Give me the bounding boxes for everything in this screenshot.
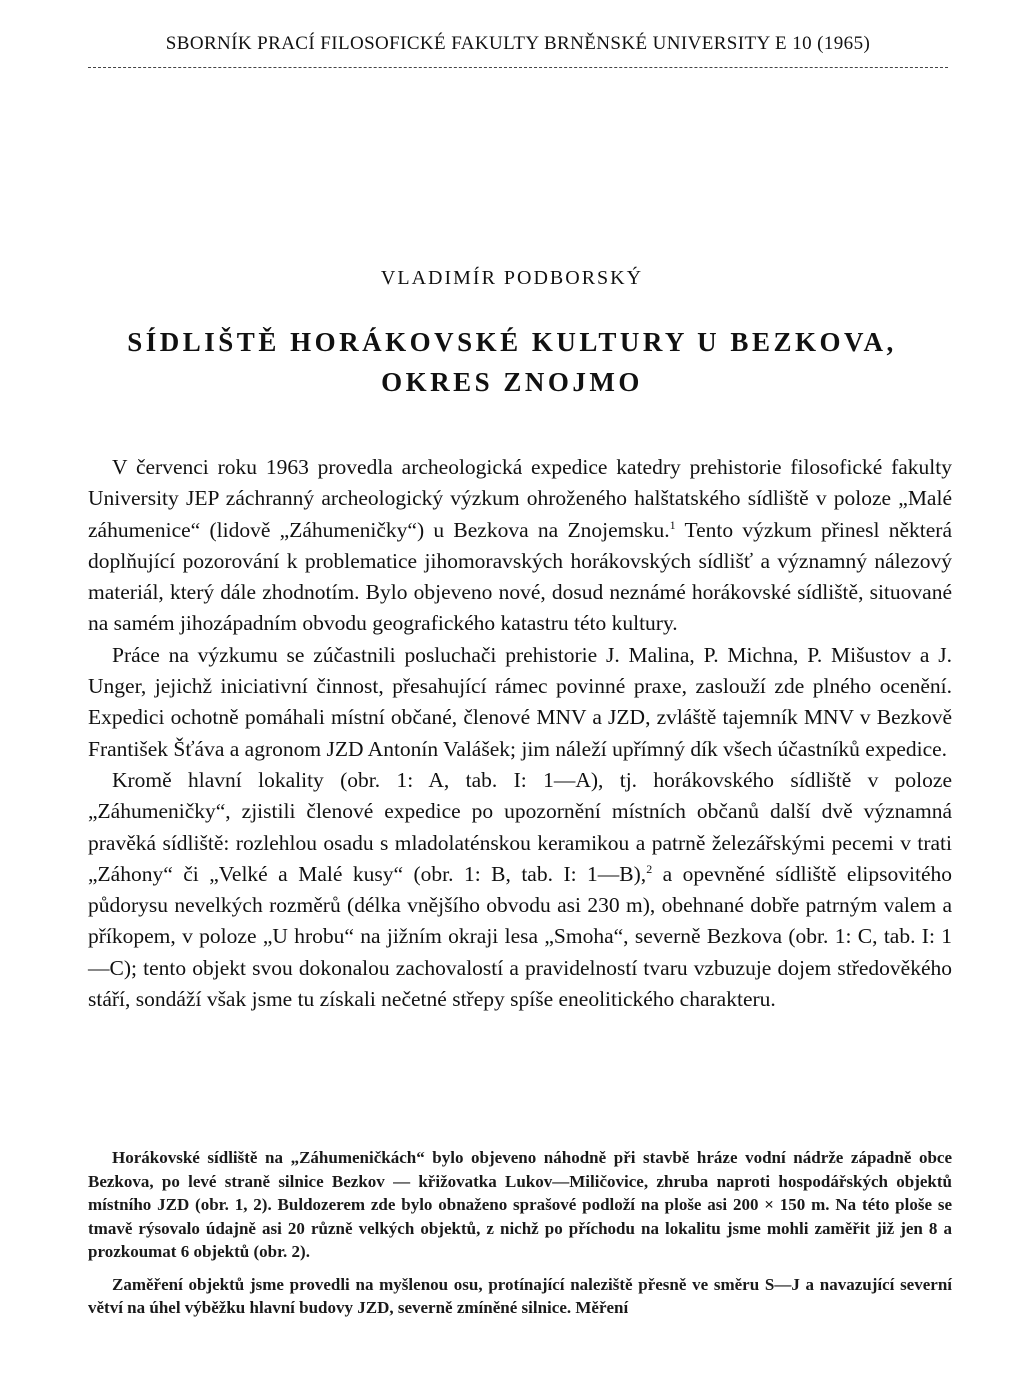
body-paragraph-2: Práce na výzkumu se zúčastnili posluchači prehistorie J. Malina, P. Michna, P. Mišustov a J. Unger, jejichž iniciativní činnost, přesahující rámec povinné praxe, zaslouží zde plného ocenění. Expedici ochotně pomáhali místní občané, členové MNV a JZD, zvláště tajemník MNV v Bezkově František Šťáva a agronom JZD Antonín Valášek; jim náleží upřímný dík všech účastníků expedice. xyxy=(88,642,952,761)
body-paragraph-3 xyxy=(88,765,952,1015)
title-line-1: SÍDLIŠTĚ HORÁKOVSKÉ KULTURY U BEZKOVA, xyxy=(127,327,897,357)
body-paragraph-1-part-b: Tento výzkum přinesl některá doplňující pozorování k problematice jihomoravských horákovských sídlišť a významný nálezový materiál, který dále zhodnotím. Bylo objeveno nové, dosud neznámé horákovské sídliště, situované na samém jihozápadním obvodu geografického katastru této kultury. xyxy=(88,517,952,636)
body-text xyxy=(88,452,952,1015)
small-paragraph-2: Zaměření objektů jsme provedli na myšlenou osu, protínající naleziště přesně ve směru S—J a navazující severní větví na úhel výběžku hlavní budovy JZD, severně zmíněné silnice. Měření xyxy=(88,1274,952,1317)
running-head: SBORNÍK PRACÍ FILOSOFICKÉ FAKULTY BRNĚNSKÉ UNIVERSITY E 10 (1965) xyxy=(165,33,871,54)
article-title xyxy=(0,322,1024,402)
small-print-text xyxy=(88,1146,952,1320)
author-name: VLADIMÍR PODBORSKÝ xyxy=(380,267,644,289)
small-paragraph-1: Horákovské sídliště na „Záhumeničkách“ bylo objeveno náhodně při stavbě hráze vodní nádrže západně obce Bezkova, po levé straně silnice Bezkov — křižovatka Lukov—Miličovice, zhruba naproti hospodářských objektů místního JZD (obr. 1, 2). Buldozerem zde bylo obnaženo sprašové podloží na ploše asi 200 × 150 m. Na této ploše se tmavě rýsovalo údajně asi 20 různě velkých objektů, z nichž po příchodu na lokalitu jsme mohli zaměřit již jen 8 a prozkoumat 6 objektů (obr. 2). xyxy=(88,1148,952,1261)
footnote-ref-1[interactable]: 1 xyxy=(669,517,676,532)
body-paragraph-1 xyxy=(88,452,952,640)
body-paragraph-3-part-a: Kromě hlavní lokality (obr. 1: A, tab. I: 1—A), tj. horákovského sídliště v poloze „Záhumeničky“, zjistili členové expedice po upozornění místních občanů další dvě významná pravěká sídliště: rozlehlou osadu s mladolaténskou keramikou a patrně železářskými pecemi v trati „Záhony“ či „Velké a Malé kusy“ (obr. 1: B, tab. I: 1—B), xyxy=(88,767,952,886)
header-rule xyxy=(88,67,948,68)
title-line-2: OKRES ZNOJMO xyxy=(381,367,643,397)
footnote-ref-2[interactable]: 2 xyxy=(646,861,653,876)
body-paragraph-3-part-b: a opevněné sídliště elipsovitého půdorysu nevelkých rozměrů (délka vnějšího obvodu asi 230 m), obehnané dobře patrným valem a příkopem, v poloze „U hrobu“ na jižním okraji lesa „Smoha“, severně Bezkova (obr. 1: C, tab. I: 1—C); tento objekt svou dokonalou zachovalostí a pravidelností tvaru vzbuzuje dojem středověkého stáří, sondáží však jsme tu získali nečetné střepy spíše eneolitického charakteru. xyxy=(88,861,953,1012)
body-paragraph-1-part-a: V červenci roku 1963 provedla archeologická expedice katedry prehistorie filosofické fakulty University JEP záchranný archeologický výzkum ohroženého halštatského sídliště v poloze „Malé záhumenice“ (lidově „Záhumeničky“) u Bezkova na Znojemsku. xyxy=(88,455,952,542)
